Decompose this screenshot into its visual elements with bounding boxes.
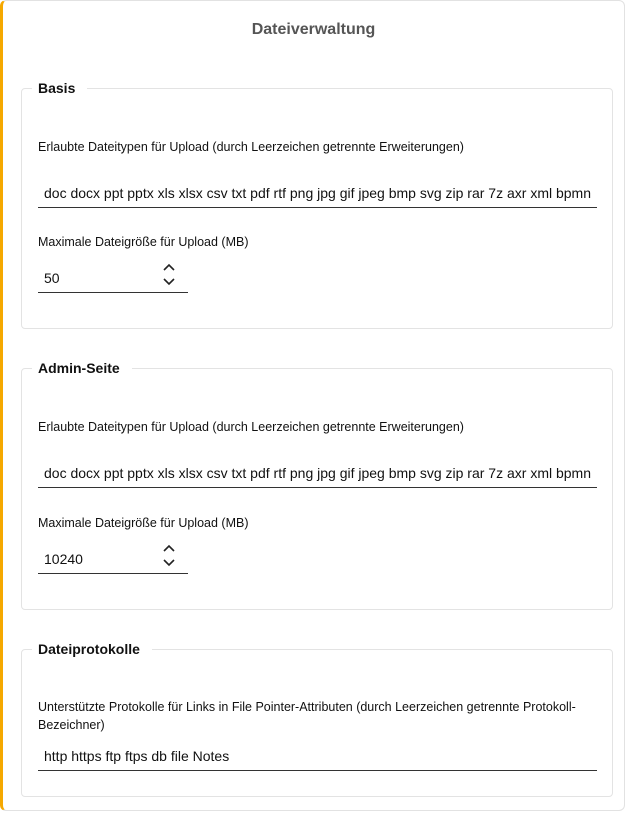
basis-max-size-spinner — [160, 260, 178, 290]
section-protocols — [21, 641, 613, 797]
spinner-up-icon[interactable] — [160, 260, 178, 274]
admin-max-size-input[interactable] — [38, 544, 148, 573]
basis-max-size-input[interactable] — [38, 263, 148, 292]
section-protocols-legend: Dateiprotokolle — [32, 640, 152, 658]
basis-allowed-types-input[interactable] — [38, 178, 597, 208]
section-basis-legend: Basis — [32, 79, 87, 97]
spinner-down-icon[interactable] — [160, 275, 178, 289]
admin-max-size-label: Maximale Dateigröße für Upload (MB) — [38, 516, 249, 530]
section-admin-legend: Admin-Seite — [32, 359, 132, 377]
admin-allowed-types-input[interactable] — [38, 458, 597, 488]
protocols-supported-label: Unterstützte Protokolle für Links in File Pointer-Attributen (durch Leerzeichen getrennte Protokoll-Bezeichner) — [38, 700, 576, 732]
admin-allowed-types-label: Erlaubte Dateitypen für Upload (durch Leerzeichen getrennte Erweiterungen) — [38, 420, 464, 434]
spinner-up-icon[interactable] — [160, 541, 178, 555]
section-admin — [21, 360, 613, 610]
protocols-supported-input[interactable] — [38, 741, 597, 771]
basis-max-size-field — [38, 263, 188, 293]
page-title: Dateiverwaltung — [251, 21, 376, 38]
basis-max-size-label: Maximale Dateigröße für Upload (MB) — [38, 235, 249, 249]
admin-max-size-spinner — [160, 541, 178, 571]
admin-max-size-field — [38, 544, 188, 574]
spinner-down-icon[interactable] — [160, 556, 178, 570]
section-basis — [21, 80, 613, 329]
basis-allowed-types-label: Erlaubte Dateitypen für Upload (durch Leerzeichen getrennte Erweiterungen) — [38, 140, 464, 154]
